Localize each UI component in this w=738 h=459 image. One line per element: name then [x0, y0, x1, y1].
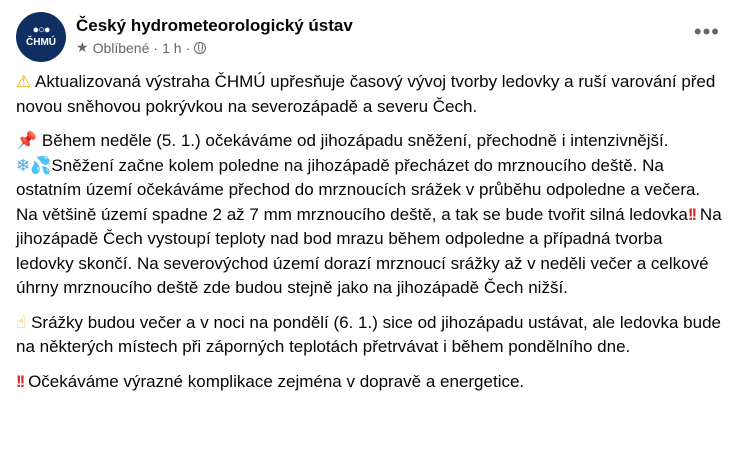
meta-separator-2: ·	[185, 40, 191, 56]
post-time-link[interactable]: 1 h	[162, 40, 182, 56]
meta-separator: ·	[153, 40, 159, 56]
pin-icon: 📌	[16, 131, 38, 151]
paragraph-4-text: Očekáváme výrazné komplikace zejména v dopravě a energetice.	[28, 371, 525, 391]
warning-icon: ⚠	[16, 72, 32, 92]
paragraph-1-text: Aktualizovaná výstraha ČHMÚ upřesňuje časový vývoj tvorby ledovky a ruší varování před novou sněhovou pokrývkou na severozápadě a severu Čech.	[16, 72, 716, 116]
globe-icon[interactable]	[194, 42, 206, 54]
pointing-hand-icon: ☝	[16, 312, 27, 333]
droplets-icon: 💦	[30, 155, 52, 176]
post-meta	[76, 40, 206, 56]
double-exclamation-icon-2: !!	[16, 371, 24, 391]
double-exclamation-icon: !!	[687, 204, 696, 224]
snowflake-icon: ❄	[16, 155, 31, 176]
paragraph-3	[16, 311, 722, 360]
paragraph-1	[16, 70, 722, 119]
avatar-logo-text: ČHMÚ	[26, 37, 56, 48]
page-avatar[interactable]	[16, 12, 66, 62]
paragraph-2	[16, 129, 722, 301]
paragraph-3-text: Srážky budou večer a v noci na pondělí (6. 1.) sice od jihozápadu ustávat, ale ledovka bude na některých místech při záporných teplotách přetrvávat i během pondělního dne.	[16, 312, 721, 356]
star-icon: ★	[76, 40, 89, 56]
paragraph-2-text-b: Sněžení začne kolem poledne na jihozápadě přecházet do mrznoucího deště. Na ostatním území očekáváme přechod do mrznoucích srážek v průběhu odpoledne a večera. Na většině území spadne 2 až 7 mm mrznoucího deště, a tak se bude tvořit silná ledovka	[16, 155, 701, 224]
paragraph-4	[16, 370, 722, 395]
page-name-link[interactable]: Český hydrometeorologický ústav	[76, 16, 353, 35]
avatar-logo-dots: ●○●	[32, 24, 50, 36]
paragraph-2-text-c: Na jihozápadě Čech vystoupí teploty nad bod mrazu během odpoledne a případná tvorba ledovky skončí. Na severovýchod území dorazí mrznoucí srážky až v neděli večer a celkové úhrny mrznoucího deště zde budou stejně jako na jihozápadě Čech nižší.	[16, 204, 722, 297]
more-options-button[interactable]: •••	[693, 19, 720, 44]
paragraph-2-text-a: Během neděle (5. 1.) očekáváme od jihozápadu sněžení, přechodně i intenzivnější.	[41, 131, 669, 150]
audience-label[interactable]: Oblíbené	[92, 40, 150, 56]
post-text	[16, 70, 722, 404]
post-header	[16, 12, 722, 60]
